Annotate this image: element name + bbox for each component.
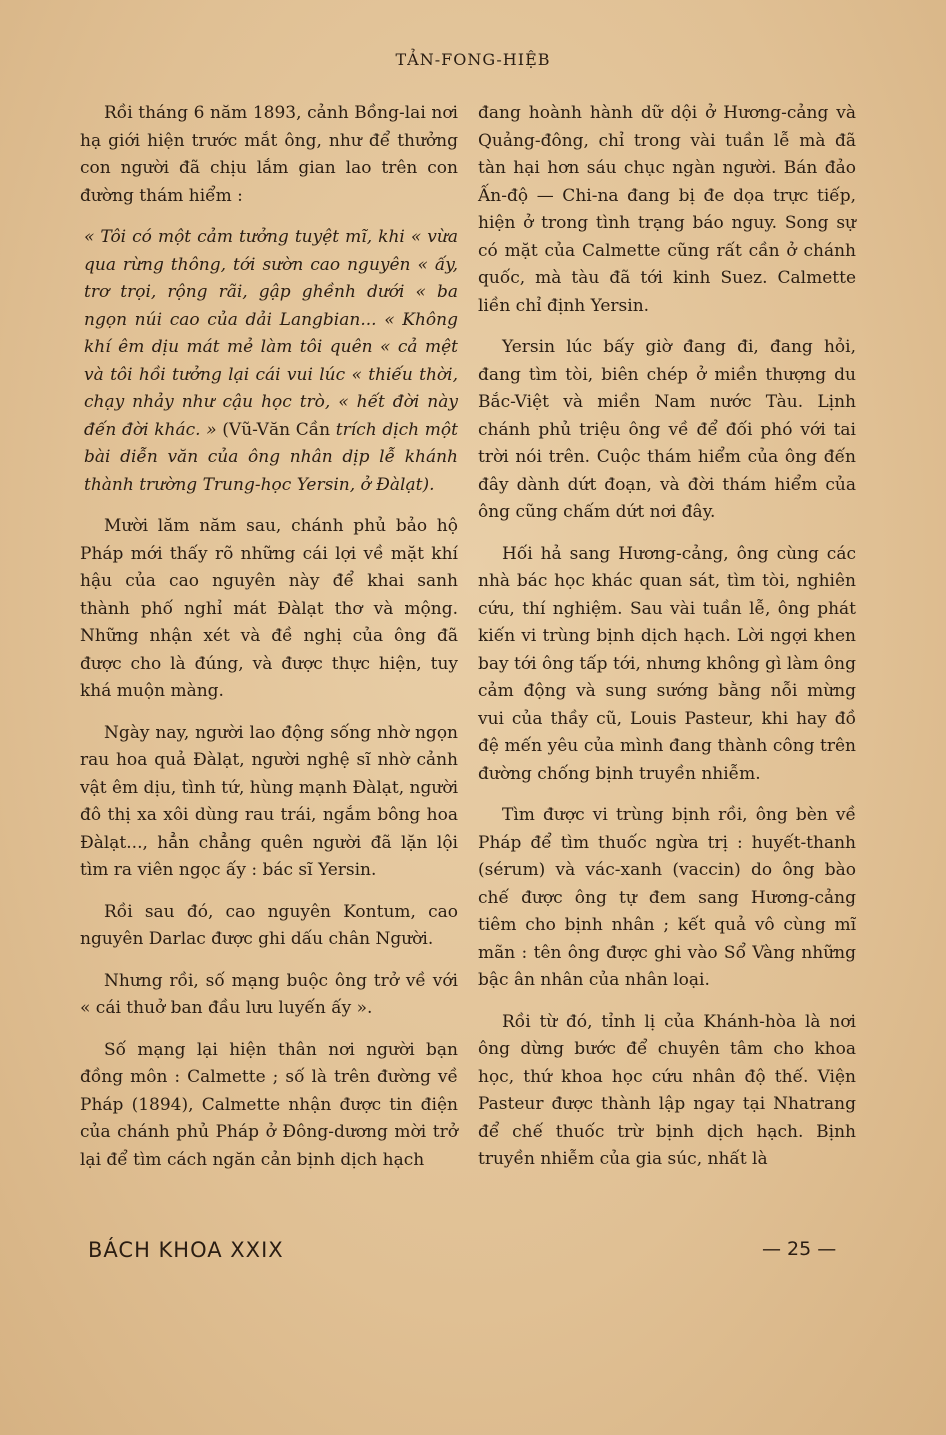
paragraph: Yersin lúc bấy giờ đang đi, đang hỏi, đang tìm tòi, biên chép ở miền thượng du Bắc-Việt và miền Nam nước Tàu. Lịnh chánh phủ triệu ông về để đối phó với tai trời nói trên. Cuộc thám hiểm của ông đến đây dành dứt đoạn, và đời thám hiểm của ông cũng chấm dứt nơi đây. [478,337,856,522]
left-column [80,100,458,1188]
paragraph: Rồi tháng 6 năm 1893, cảnh Bồng-lai nơi hạ giới hiện trước mắt ông, như để thưởng con người đã chịu lắm gian lao trên con đường thám hiểm : [80,103,458,206]
paragraph: Rồi sau đó, cao nguyên Kontum, cao nguyên Darlac được ghi dấu chân Người. [80,901,458,949]
quote-source: (Vũ-Văn Cần [222,419,331,440]
quote-text: « Tôi có một cảm tưởng tuyệt mĩ, khi « vừa qua rừng thông, tới sườn cao nguyên « ấy, trơ trọi, rộng rãi, gập ghềnh dưới « ba ngọn núi cao của dải Langbian... « Không khí êm dịu mát mẻ làm tôi quên « cả mệt và tôi hồi tưởng lại cái vui lúc « thiếu thời, chạy nhảy như cậu học trò, « hết đời này đến đời khác. » [84,227,458,440]
paragraph: Ngày nay, người lao động sống nhờ ngọn rau hoa quả Đàlạt, người nghệ sĩ nhờ cảnh vật êm dịu, tình tứ, hùng mạnh Đàlạt, người đô thị xa xôi dùng rau trái, ngắm bông hoa Đàlạt..., hẳn chẳng quên người đã lặn lội tìm ra viên ngọc ấy : bác sĩ Yersin. [80,722,459,880]
page-number: — 25 — [762,1238,837,1260]
block-quote [80,224,458,499]
paragraph: đang hoành hành dữ dội ở Hương-cảng và Quảng-đông, chỉ trong vài tuần lễ mà đã tàn hại hơn sáu chục ngàn người. Bán đảo Ấn-độ — Chi-na đang bị đe dọa trực tiếp, hiện ở trong tình trạng báo nguy. Song sự có mặt của Calmette cũng rất cần ở chánh quốc, mà tàu đã tới kinh Suez. Calmette liền chỉ định Yersin. [478,103,856,316]
paragraph: Nhưng rồi, số mạng buộc ông trở về với « cái thuở ban đầu lưu luyến ấy ». [80,970,458,1018]
right-column [478,100,856,1188]
paragraph: Số mạng lại hiện thân nơi người bạn đồng môn : Calmette ; số là trên đường về Pháp (1894), Calmette nhận được tin điện của chánh phủ Pháp ở Đông-dương mời trở lại để tìm cách ngăn cản bịnh dịch hạch [80,1039,458,1170]
quote-source-detail: trích dịch một bài diễn văn của ông nhân dịp lễ khánh thành trường Trung-học Yersin, ở Đàlạt). [84,419,458,495]
publication-name: BÁCH KHOA XXIX [88,1238,284,1262]
paragraph: Tìm được vi trùng bịnh rồi, ông bèn về Pháp để tìm thuốc ngừa trị : huyết-thanh (sérum) và vác-xanh (vaccin) do ông bào chế được ông tự đem sang Hương-cảng tiêm cho bịnh nhân ; kết quả vô cùng mĩ mãn : tên ông được ghi vào Sổ Vàng những bậc ân nhân của nhân loại. [478,805,856,990]
running-header: TẢN-FONG-HIỆB [395,50,551,69]
paragraph: Mười lăm năm sau, chánh phủ bảo hộ Pháp mới thấy rõ những cái lợi về mặt khí hậu của cao nguyên này để khai sanh thành phố nghỉ mát Đàlạt thơ và mộng. Những nhận xét và đề nghị của ông đã được cho là đúng, và được thực hiện, tuy khá muộn màng. [80,516,458,701]
paragraph: Rồi từ đó, tỉnh lị của Khánh-hòa là nơi ông dừng bước để chuyên tâm cho khoa học, thứ khoa học cứu nhân độ thế. Viện Pasteur được thành lập ngay tại Nhatrang để chế thuốc trừ bịnh dịch hạch. Bịnh truyền nhiễm của gia súc, nhất là [478,1011,856,1169]
paragraph: Hối hả sang Hương-cảng, ông cùng các nhà bác học khác quan sát, tìm tòi, nghiên cứu, thí nghiệm. Sau vài tuần lễ, ông phát kiến vi trùng bịnh dịch hạch. Lời ngợi khen bay tới ông tấp tới, nhưng không gì làm ông cảm động và sung sướng bằng nỗi mừng vui của thầy cũ, Louis Pasteur, khi hay đồ đệ mến yêu của mình đang thành công trên đường chống bịnh truyền nhiễm. [478,543,856,784]
